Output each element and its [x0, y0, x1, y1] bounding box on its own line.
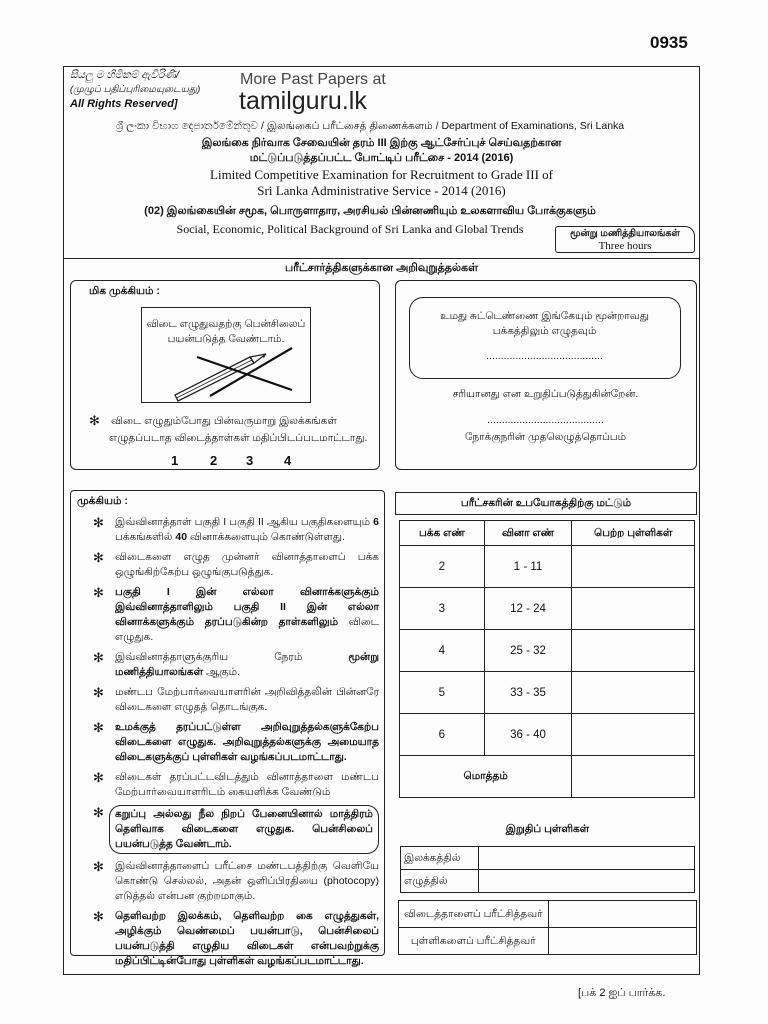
instruction-list	[93, 515, 379, 974]
table-row	[400, 546, 695, 588]
in-figures-cell	[478, 847, 694, 870]
marks-cell	[572, 714, 695, 756]
list-item	[93, 585, 379, 645]
supervisor-initials-label: நோக்குநரின் முதலெழுத்தொப்பம்	[464, 431, 627, 443]
item-text: இவ்வினாத்தாள் பகுதி I பகுதி II ஆகிய பகுதிகளையும்	[115, 516, 371, 528]
list-item	[93, 720, 379, 765]
duration-tamil: மூன்று மணித்தியாலங்கள்	[569, 228, 681, 239]
in-words-label: எழுத்தில்	[401, 870, 479, 893]
digit-4: 4	[284, 453, 292, 468]
bullet-icon: ✻	[93, 650, 104, 665]
marks-cell	[572, 546, 695, 588]
rights-english: All Rights Reserved]	[70, 98, 178, 110]
paper-code: 0935	[650, 33, 688, 52]
signature-dotted-line: ........................................	[487, 414, 604, 426]
bullet-icon: ✻	[93, 805, 104, 820]
item-text: வினாக்களையும் கொண்டுள்ளது.	[190, 531, 345, 543]
total-label: மொத்தம்	[400, 756, 572, 798]
examiner-use-heading: பரீட்சகரின் உபயோகத்திற்கு மட்டும்	[395, 492, 697, 515]
questions-cell: 1 - 11	[484, 546, 572, 588]
promo-site: tamilguru.lk	[239, 87, 367, 115]
very-important-heading: மிக முக்கியம் :	[89, 285, 160, 297]
page-cell: 4	[400, 630, 485, 672]
questions-cell: 33 - 35	[484, 672, 572, 714]
list-item	[93, 770, 379, 800]
rights-tamil: (முழுப் பதிப்புரிமையுடையது)	[70, 84, 201, 95]
paper-checker-label: விடைத்தாளைப் பரீட்சித்தவர்	[399, 901, 549, 928]
page-cell: 3	[400, 588, 485, 630]
no-pencil-text-1: விடை எழுதுவதற்கு பென்சிலைப்	[146, 318, 306, 330]
digit-2: 2	[210, 453, 218, 468]
item-text: மண்டப மேற்பார்வையாளரின் அறிவித்தலின் பின்னரே விடைகளை எழுதத் தொடங்குக.	[115, 686, 379, 713]
important-instructions-box	[70, 490, 385, 967]
exam-title-tamil-2: மட்டுப்படுத்தப்பட்ட போட்டிப் பரீட்சை - 2014 (2016)	[249, 152, 514, 164]
subject-english: Social, Economic, Political Background of Sri Lanka and Global Trends	[176, 222, 524, 236]
item-text: இவ்வினாத்தாளுக்குரிய நேரம்	[115, 651, 303, 663]
instructions-title: பரீட்சார்த்திகளுக்கான அறிவுறுத்தல்கள்	[285, 262, 478, 274]
item-text: உமக்குத் தரப்பட்டுள்ள அறிவுறுத்தல்களுக்கேற்ப விடைகளை எழுதுக. அறிவுறுத்தல்களுக்கு அமையாத விடைகளுக்குப் புள்ளிகள் வழங்கப்படமாட்டாது.	[115, 721, 379, 763]
no-pencil-box	[141, 307, 311, 403]
item-text: விடைகள் தரப்பட்டவிடத்தும் வினாத்தாளை மண்டப மேற்பார்வையாளரிடம் கையளிக்க வேண்டும்	[115, 771, 379, 798]
questions-cell: 25 - 32	[484, 630, 572, 672]
bullet-icon: ✻	[93, 909, 104, 924]
column-header-questions: வினா எண்	[484, 521, 572, 546]
list-item	[93, 909, 379, 969]
table-row	[401, 870, 695, 893]
important-heading: முக்கியம் :	[77, 495, 128, 507]
index-number-field	[409, 297, 681, 379]
item-text: விடை எழுதுக.	[115, 616, 379, 643]
table-row	[400, 672, 695, 714]
index-prompt-2: பக்கத்திலும் எழுதவும்	[492, 325, 597, 337]
bullet-icon: ✻	[93, 515, 104, 530]
bullet-icon: ✻	[93, 859, 104, 874]
item-text: விடைகளை எழுத முன்னர் வினாத்தாளைப் பக்க ஒழுங்கிற்கேற்ப ஒழுங்குபடுத்துக.	[115, 551, 379, 578]
item-text: இவ்வினாத்தாளைப் பரீட்சை மண்டபத்திற்கு வெளியே கொண்டு செல்லல், அதன் ஒளிப்பிரதியை (photocopy) எடுத்தல் என்பன குற்றமாகும்.	[115, 860, 379, 902]
questions-cell: 12 - 24	[484, 588, 572, 630]
final-marks-heading: இறுதிப் புள்ளிகள்	[505, 823, 590, 835]
total-marks-cell	[572, 756, 695, 798]
table-row	[400, 630, 695, 672]
item-text: கறுப்பு அல்லது நீல நிறப் பேனையினால் மாத்திரம் தெளிவாக விடைகளை எழுதுக. பென்சிலைப் பயன்படுத்த வேண்டாம்.	[109, 805, 379, 854]
digit-3: 3	[246, 453, 254, 468]
subject-tamil: (02) இலங்கையின் சமூக, பொருளாதார, அரசியல் பின்னணியும் உலகளாவிய போக்குகளும்	[144, 205, 596, 217]
index-dotted-line: ........................................	[486, 350, 603, 362]
crossed-pencil-icon	[142, 308, 310, 402]
item-text: தெளிவற்ற இலக்கம், தெளிவற்ற கை எழுத்துகள், அழிக்கும் வெண்மைப் பயன்பாடு, பென்சிலைப் பயன்படுத்தி எழுதிய விடைகள் என்பவற்றுக்கு மதிப்பிட்டின்போது புள்ளிகள் வழங்கப்படமாட்டாது.	[115, 910, 379, 967]
marks-cell	[572, 630, 695, 672]
bullet-icon: ✻	[89, 413, 100, 428]
duration-box	[555, 226, 695, 253]
column-header-page: பக்க எண்	[400, 521, 485, 546]
department-line: ශ්‍රී ලංකා විභාග දෙපාර්තමේන්තුව / இலங்கைப் பரீட்சைத் திணைக்களம் / Department of Examinations, Sri Lanka	[115, 120, 625, 132]
numbering-note-1: விடை எழுதும்போது பின்வருமாறு இலக்கங்கள்	[111, 415, 337, 427]
list-item	[93, 859, 379, 904]
table-row	[399, 901, 697, 928]
question-count: 40	[175, 531, 188, 543]
page-cell: 2	[400, 546, 485, 588]
list-item	[93, 805, 379, 854]
rights-sinhala: සියලු ම හිමිකම් ඇවිරිණි/	[70, 69, 180, 81]
page-cell: 6	[400, 714, 485, 756]
duration-text: மூன்று மணித்தியாலங்கள்	[115, 651, 379, 678]
list-item	[93, 650, 379, 680]
table-row	[399, 928, 697, 955]
item-text: பக்கங்களில்	[115, 531, 173, 543]
index-prompt-1: உமது சுட்டெண்ணை இங்கேயும் மூன்றாவது	[440, 310, 649, 322]
bullet-icon: ✻	[93, 550, 104, 565]
item-text: ஆகும்.	[206, 666, 240, 678]
item-text: பகுதி I இன் எல்லா வினாக்களுக்கும் இவ்வினாத்தாளிலும் பகுதி II இன் எல்லா வினாக்களுக்கும் தரப்படுகின்ற தாள்களிலும்	[115, 586, 379, 628]
marks-cell	[572, 588, 695, 630]
confirm-text: சரியானது என உறுதிப்படுத்துகின்றேன்.	[452, 388, 639, 400]
index-number-box	[395, 280, 697, 470]
in-figures-label: இலக்கத்தில்	[401, 847, 479, 870]
exam-title-english-2: Sri Lanka Administrative Service - 2014 (2016)	[257, 183, 506, 198]
duration-english: Three hours	[598, 240, 652, 252]
in-words-cell	[478, 870, 694, 893]
total-row	[400, 756, 695, 798]
table-header-row	[400, 521, 695, 546]
bullet-icon: ✻	[93, 585, 104, 600]
table-row	[400, 714, 695, 756]
bullet-icon: ✻	[93, 685, 104, 700]
page-count: 6	[373, 516, 380, 528]
marks-table	[399, 520, 695, 798]
questions-cell: 36 - 40	[484, 714, 572, 756]
digit-1: 1	[171, 453, 179, 468]
numbering-note-2: எழுதப்படாத விடைத்தாள்கள் மதிப்பிடப்படமாட்டாது.	[109, 432, 368, 444]
final-marks-table	[400, 846, 695, 893]
table-row	[401, 847, 695, 870]
header-divider	[63, 258, 700, 259]
marks-checker-label: புள்ளிகளைப் பரீட்சித்தவர்	[399, 928, 549, 955]
promo-line: More Past Papers at	[240, 71, 386, 88]
list-item	[93, 685, 379, 715]
bullet-icon: ✻	[93, 720, 104, 735]
page-cell: 5	[400, 672, 485, 714]
marks-cell	[572, 672, 695, 714]
page-turn-note: [பக் 2 ஐப் பார்க்க.	[578, 987, 666, 999]
list-item	[93, 515, 379, 545]
no-pencil-text-2: பயன்படுத்த வேண்டாம்.	[167, 333, 285, 345]
bullet-icon: ✻	[93, 770, 104, 785]
exam-title-english-1: Limited Competitive Examination for Recruitment to Grade III of	[210, 167, 553, 182]
list-item	[93, 550, 379, 580]
very-important-box	[70, 280, 380, 470]
checkers-table	[398, 900, 697, 955]
paper-checker-cell	[548, 901, 696, 928]
exam-title-tamil-1: இலங்கை நிர்வாக சேவையின் தரம் III இற்கு ஆட்சேர்ப்புச் செய்வதற்கான	[201, 137, 562, 149]
marks-checker-cell	[548, 928, 696, 955]
column-header-marks: பெற்ற புள்ளிகள்	[572, 521, 695, 546]
table-row	[400, 588, 695, 630]
